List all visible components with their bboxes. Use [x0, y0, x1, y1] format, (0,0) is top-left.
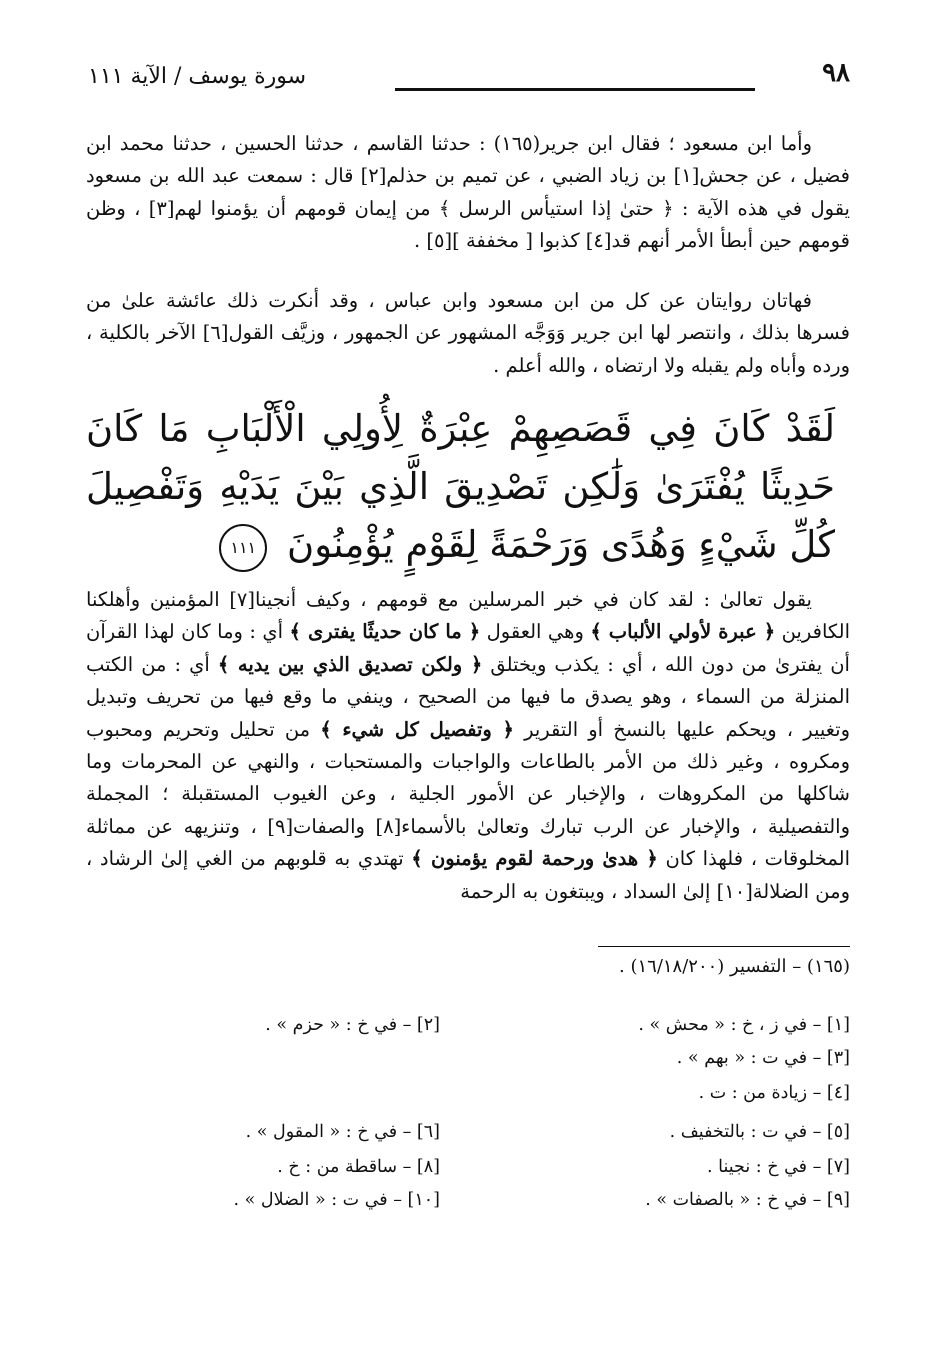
page-number: ٩٨	[822, 58, 850, 88]
footnote-6: [٦] – في خ : « المقول » .	[245, 1122, 440, 1142]
quoted-verse-segment: ﴿ ولكن تصديق الذي بين يديه ﴾	[217, 652, 483, 676]
footnote-5: [٥] – في ت : بالتخفيف .	[669, 1122, 850, 1142]
footnote-3: [٣] – في ت : « بهم » .	[676, 1048, 850, 1068]
tafsir-text-segment: أي : من الكتب المنزلة من السماء ، وهو يصدق ما فيها من الصحيح ، وينفي ما وقع فيها من تحريف وتبديل وتغيير ، ويحكم عليها بالنسخ أو التقرير	[86, 652, 850, 741]
tafsir-text-segment: تهتدي به قلوبهم من الغي إلىٰ الرشاد ، ومن الضلالة[١٠] إلىٰ السداد ، ويبتغون به الرحمة	[86, 847, 850, 903]
footnote-rule	[598, 946, 850, 947]
surah-title: سورة يوسف / الآية ١١١	[88, 64, 307, 89]
page-header	[88, 58, 850, 102]
footnote-8: [٨] – ساقطة من : خ .	[277, 1157, 440, 1177]
quran-verse	[86, 400, 835, 574]
tafsir-text-segment: من تحليل وتحريم ومحبوب ومكروه ، وغير ذلك من الأمر بالطاعات والواجبات والمستحبات ، والنهي عن المحرمات وما شاكلها من المكروهات ، والإخبار عن الأمور الجلية ، وعن الغيوب المستقبلة ؛ المجملة والتفصيلية ، والإخبار عن الرب تبارك وتعالىٰ بالأسماء[٨] والصفات[٩] ، وتنزيهه عن مماثلة المخلوقات ، فلهذا كان	[86, 717, 851, 871]
paragraph-3-text	[86, 584, 850, 908]
footnote-7: [٧] – في خ : نجينا .	[707, 1157, 850, 1177]
header-rule	[395, 88, 755, 91]
footnote-main: (١٦٥) – التفسير (١٦/١٨/٢٠٠) .	[619, 956, 850, 977]
verse-number-ornament: ١١١	[219, 524, 267, 572]
tafsir-text-segment: أي : وما كان لهذا القرآن أن يفترىٰ من دون الله ، أي : يكذب ويختلق	[86, 620, 850, 676]
quoted-verse-segment: ﴿ عبرة لأولي الألباب ﴾	[590, 620, 776, 644]
tafsir-text-segment: يقول تعالىٰ : لقد كان في خبر المرسلين مع قومهم ، وكيف أنجينا[٧] المؤمنين وأهلكنا الكافرين	[86, 588, 851, 644]
quoted-verse-segment: ﴿ وتفصيل كل شيء ﴾	[320, 717, 514, 741]
footnote-9: [٩] – في خ : « بالصفات » .	[645, 1190, 850, 1210]
footnote-4: [٤] – زيادة من : ت .	[698, 1083, 850, 1103]
quoted-verse-segment: ﴿ ما كان حديثًا يفترى ﴾	[289, 620, 481, 644]
paragraph-2-text: فهاتان روايتان عن كل من ابن مسعود وابن عباس ، وقد أنكرت ذلك عائشة علىٰ من فسرها بذلك ، وانتصر لها ابن جرير وَوَجَّه المشهور عن الجمهور ، وزيَّف القول[٦] الآخر بالكلية ، ورده وأباه ولم يقبله ولا ارتضاه ، والله أعلم .	[86, 289, 850, 377]
footnote-1: [١] – في ز ، خ : « محش » .	[638, 1015, 850, 1035]
paragraph-1	[86, 128, 850, 258]
paragraph-2	[86, 285, 850, 382]
paragraph-1-text: وأما ابن مسعود ؛ فقال ابن جرير(١٦٥) : حدثنا القاسم ، حدثنا الحسين ، حدثنا محمد ابن فضيل ، عن جحش[١] بن زياد الضبي ، عن تميم بن حذلم[٢] قال : سمعت عبد الله بن مسعود يقول في هذه الآية : ﴿ حتىٰ إذا استيأس الرسل ﴾ من إيمان قومهم أن يؤمنوا لهم[٣] ، وظن قومهم حين أبطأ الأمر أنهم قد[٤] كذبوا [ مخففة ][٥] .	[86, 132, 850, 253]
tafsir-text-segment: وهي العقول	[480, 620, 591, 644]
paragraph-3	[86, 584, 850, 908]
footnote-10: [١٠] – في ت : « الضلال » .	[233, 1190, 440, 1210]
quoted-verse-segment: ﴿ هدىٰ ورحمة لقوم يؤمنون ﴾	[411, 847, 658, 871]
footnote-2: [٢] – في خ : « حزم » .	[265, 1015, 440, 1035]
verse-text: لَقَدْ كَانَ فِي قَصَصِهِمْ عِبْرَةٌ لِأُولِي الْأَلْبَابِ مَا كَانَ حَدِيثًا يُفْتَرَىٰ وَلَٰكِن تَصْدِيقَ الَّذِي بَيْنَ يَدَيْهِ وَتَفْصِيلَ كُلِّ شَيْءٍ وَهُدًى وَرَحْمَةً لِقَوْمٍ يُؤْمِنُونَ	[86, 407, 835, 566]
